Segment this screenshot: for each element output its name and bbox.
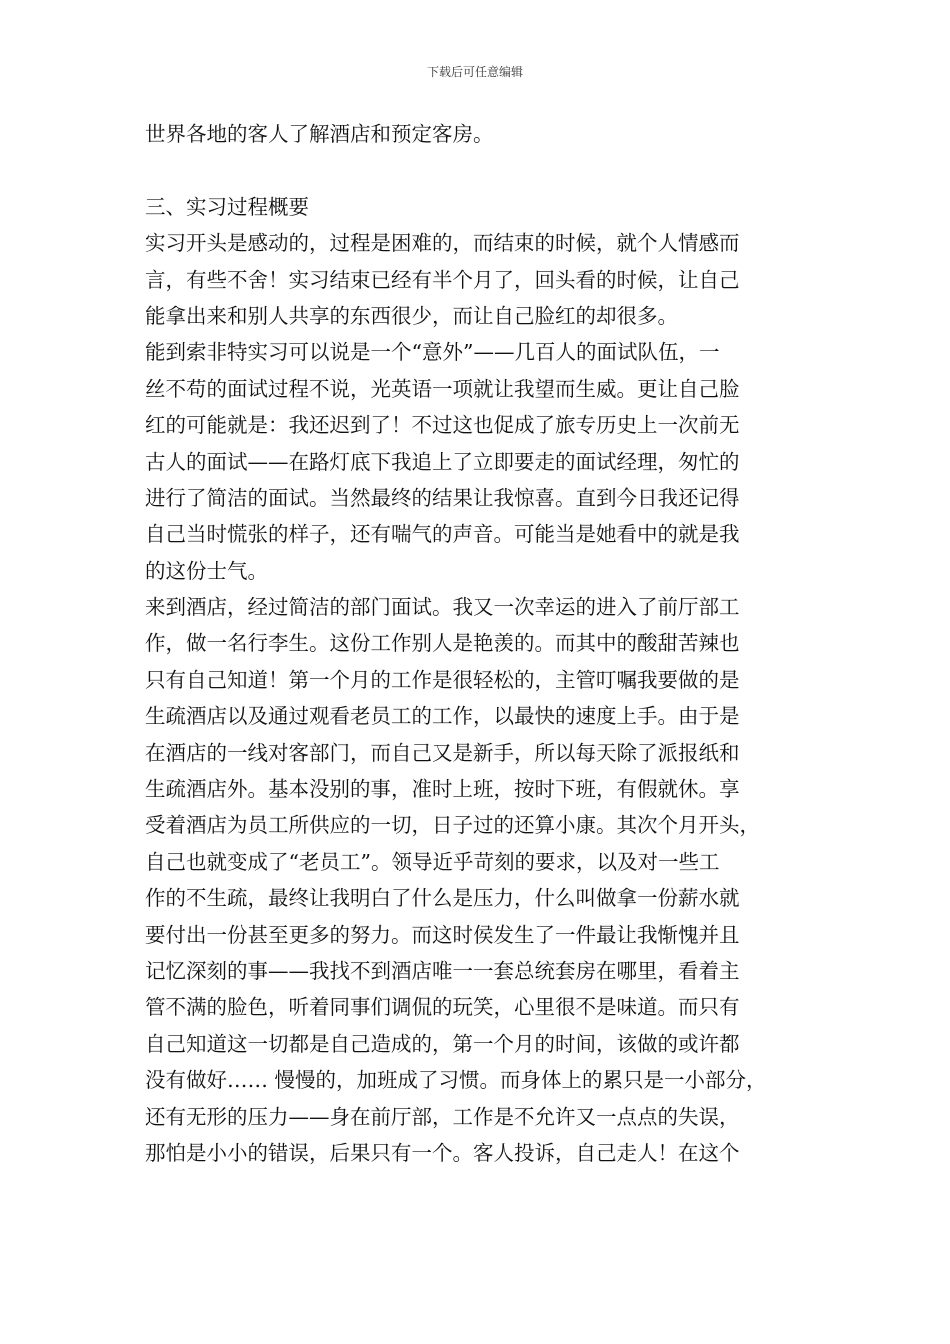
text-line: 生疏酒店外。基本没别的事，准时上班，按时下班，有假就休。享 [145, 777, 740, 802]
text-line: 红的可能就是：我还迟到了！不过这也促成了旅专历史上一次前无 [145, 413, 740, 438]
text-line: 作，做一名行李生。这份工作别人是艳羡的。而其中的酸甜苦辣也 [145, 631, 740, 656]
text-line: 来到酒店，经过简洁的部门面试。我又一次幸运的进入了前厅部工 [145, 595, 740, 620]
text-line: 那怕是小小的错误，后果只有一个。客人投诉，自己走人！在这个 [145, 1140, 740, 1165]
text-line: 只有自己知道！第一个月的工作是很轻松的，主管叮嘱我要做的是 [145, 667, 740, 692]
text-line: 管不满的脸色，听着同事们调侃的玩笑，心里很不是味道。而只有 [145, 995, 740, 1020]
text-line: 能拿出来和别人共享的东西很少，而让自己脸红的却很多。 [145, 303, 678, 328]
text-line: 记忆深刻的事——我找不到酒店唯一一套总统套房在哪里，看着主 [145, 958, 740, 983]
body-text [145, 116, 810, 1171]
text-line: 自己也就变成了“老员工”。领导近乎苛刻的要求，以及对一些工 [145, 849, 720, 874]
text-line: 自己当时慌张的样子，还有喘气的声音。可能当是她看中的就是我 [145, 522, 740, 547]
page-header: 下载后可任意编辑 [426, 65, 523, 79]
text-line: 实习开头是感动的，过程是困难的，而结束的时候，就个人情感而 [145, 231, 740, 256]
text-line: 要付出一份甚至更多的努力。而这时侯发生了一件最让我惭愧并且 [145, 922, 740, 947]
text-line: 进行了简洁的面试。当然最终的结果让我惊喜。直到今日我还记得 [145, 485, 740, 510]
text-line: 作的不生疏，最终让我明白了什么是压力，什么叫做拿一份薪水就 [145, 886, 740, 911]
text-line: 言，有些不舍！实习结束已经有半个月了，回头看的时候，让自己 [145, 267, 740, 292]
text-line: 自己知道这一切都是自己造成的，第一个月的时间，该做的或许都 [145, 1031, 740, 1056]
text-line: 还有无形的压力——身在前厅部，工作是不允许又一点点的失误， [145, 1104, 740, 1129]
text-line: 能到索非特实习可以说是一个“意外”——几百人的面试队伍，一 [145, 340, 720, 365]
text-line: 没有做好…… 慢慢的，加班成了习惯。而身体上的累只是一小部分， [145, 1068, 767, 1093]
text-line: 丝不苟的面试过程不说，光英语一项就让我望而生威。更让自己脸 [145, 376, 740, 401]
section-heading: 三、实习过程概要 [145, 194, 309, 219]
text-line: 古人的面试——在路灯底下我追上了立即要走的面试经理，匆忙的 [145, 449, 740, 474]
text-line: 在酒店的一线对客部门，而自己又是新手，所以每天除了派报纸和 [145, 740, 740, 765]
blank-line [145, 152, 810, 188]
text-line: 受着酒店为员工所供应的一切，日子过的还算小康。其次个月开头， [145, 813, 760, 838]
text-line: 世界各地的客人了解酒店和预定客房。 [145, 122, 494, 146]
text-line: 生疏酒店以及通过观看老员工的工作，以最快的速度上手。由于是 [145, 704, 740, 729]
text-line: 的这份士气。 [145, 558, 268, 583]
